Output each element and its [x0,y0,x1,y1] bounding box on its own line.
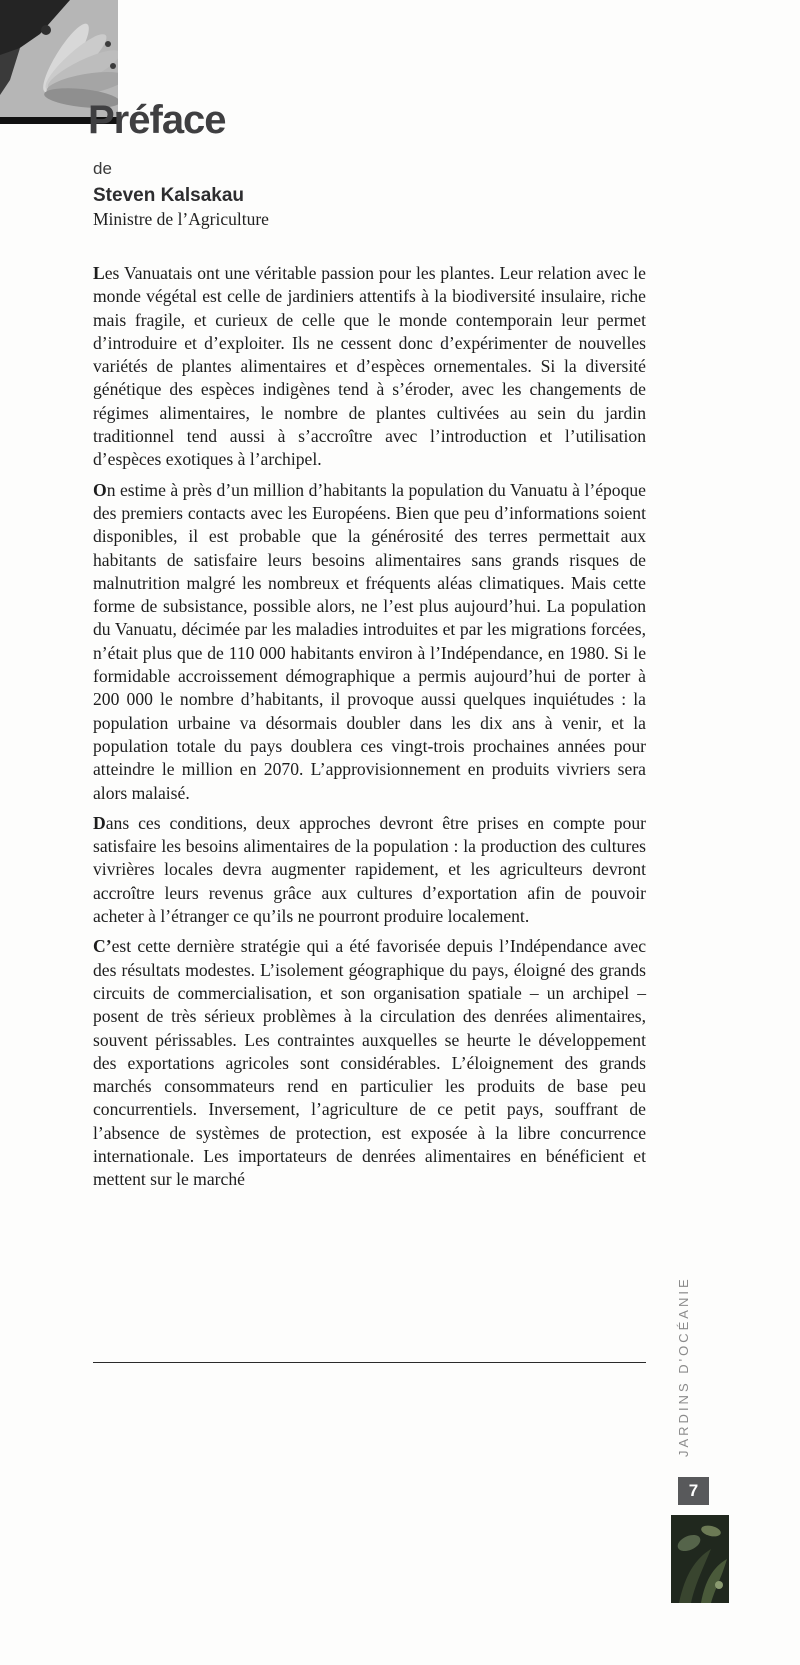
footer-plant-photo-image [671,1515,729,1603]
preface-body [93,262,646,1199]
series-title-vertical: JARDINS D'OCÉANIE [676,1276,691,1457]
paragraph-2: On estime à près d’un million d’habitants la population du Vanuatu à l’époque des premiers contacts avec les Européens. Bien que peu d’informations soient disponibles, il est probable que la générosité des terres permettait aux habitants de satisfaire leurs besoins alimentaires sans grands risques de malnutrition malgré les nombreux et fréquents aléas climatiques. Mais cette forme de subsistance, possible alors, ne l’est plus aujourd’hui. La population du Vanuatu, décimée par les maladies introduites et par les migrations forcées, n’était plus que de 110 000 habitants environ à l’Indépendance, en 1980. Si le formidable accroissement démographique a permis aujourd’hui de porter à 200 000 le nombre d’habitants, il provoque aussi quelques inquiétudes : la population urbaine va désormais doubler dans les dix ans à venir, et la population totale du pays doublera ces vingt-trois prochaines années pour atteindre le million en 2070. L’approvisionnement en produits vivriers sera alors malaisé. [93,479,646,803]
paragraph-1: Les Vanuatais ont une véritable passion pour les plantes. Leur relation avec le monde végétal est celle de jardiniers attentifs à la biodiversité insulaire, riche mais fragile, et curieux de celle que le monde contemporain leur permet d’introduire et d’exploiter. Ils ne cessent donc d’expérimenter de nouvelles variétés de plantes alimentaires et d’espèces ornementales. Si la diversité génétique des espèces indigènes tend à s’éroder, avec les changements de régimes alimentaires, le nombre de plantes cultivées au sein du jardin traditionnel tend aussi à s’accroître avec l’introduction et l’utilisation d’espèces exotiques à l’archipel. [93,263,646,470]
page-number: 7 [678,1477,709,1505]
paragraph-3: Dans ces conditions, deux approches devront être prises en compte pour satisfaire les besoins alimentaires de la population : la production des cultures vivrières locales devra augmenter rapidement, et les agriculteurs devront accroître leurs revenus grâce aux cultures d’exportation afin de pouvoir acheter à l’étranger ce qu’ils ne pourront produire localement. [93,812,646,927]
footer-rule [93,1362,646,1363]
page-title: Préface [88,98,226,142]
preface-de-label: de [93,159,112,178]
footer-plant-photo [671,1515,729,1603]
author-name: Steven Kalsakau [93,185,245,206]
author-role: Ministre de l’Agriculture [93,209,269,229]
paragraph-4: C’est cette dernière stratégie qui a été favorisée depuis l’Indépendance avec des résultats modestes. L’isolement géographique du pays, éloigné des grands circuits de commercialisation, et son organisation spatiale – un archipel – posent de très sérieux problèmes à la circulation des denrées alimentaires, souvent périssables. Les contraintes auxquelles se heurte le développement des exportations agricoles sont considérables. L’éloignement des grands marchés consommateurs rend en particulier les produits de base peu concurrentiels. Inversement, l’agriculture de ce petit pays, souffrant de l’absence de systèmes de protection, est exposée à la libre concurrence internationale. Les importateurs de denrées alimentaires en bénéficient et mettent sur le marché [93,936,646,1190]
